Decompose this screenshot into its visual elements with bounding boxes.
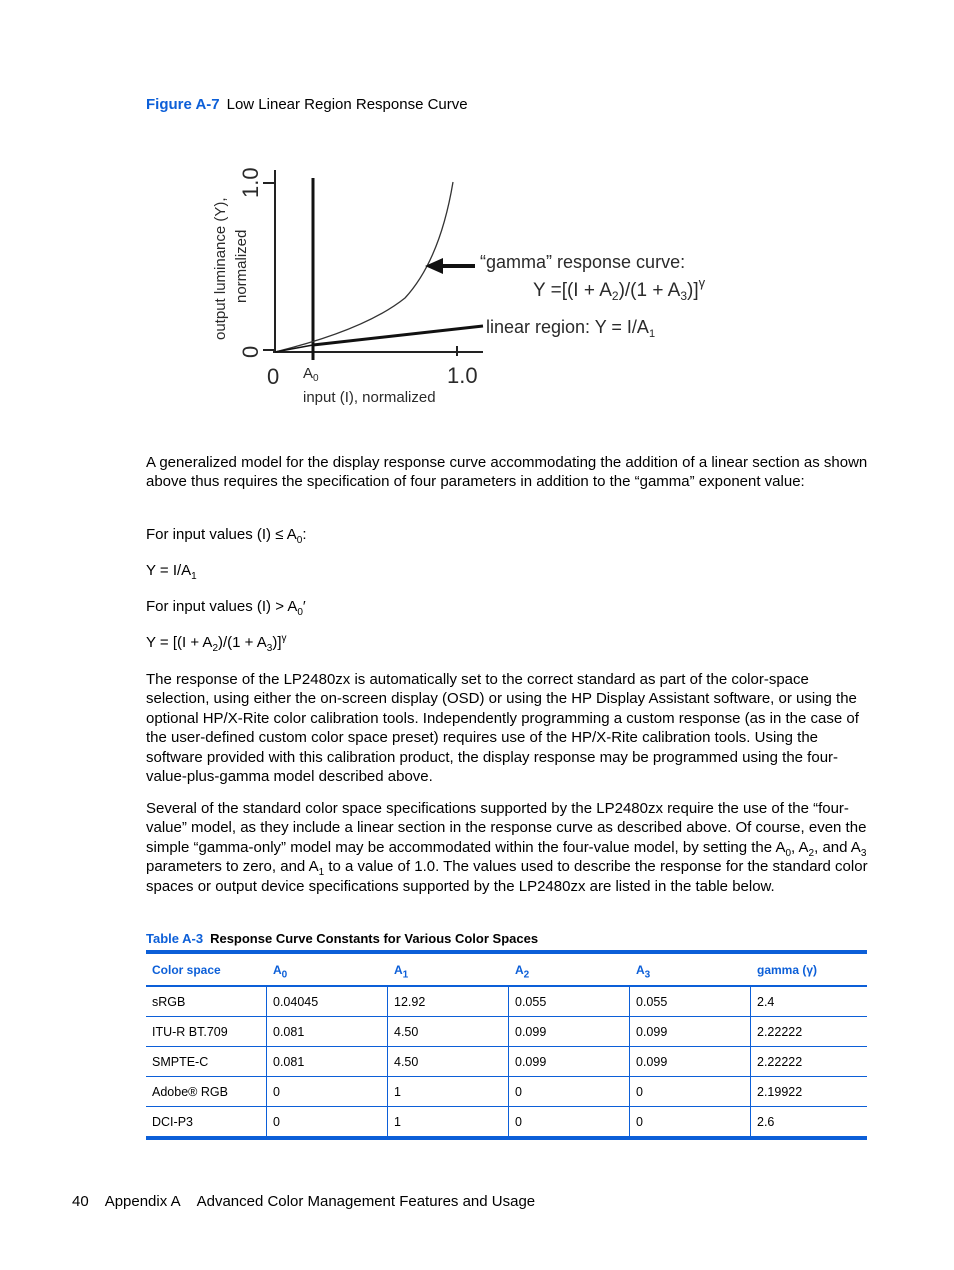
cell-a3: 0.099 — [630, 1017, 751, 1047]
y-axis-label-line2: normalized — [233, 229, 250, 303]
cell-a1: 1 — [388, 1077, 509, 1107]
cell-a2: 0.099 — [509, 1017, 630, 1047]
cell-color-space: sRGB — [146, 986, 267, 1017]
figure-number: Figure A-7 — [146, 96, 220, 113]
cell-a1: 4.50 — [388, 1017, 509, 1047]
response-curve-figure — [205, 160, 745, 415]
gamma-curve-formula: $Y =[(I + A_2)/(1 + A_3)]^\gamma$ — [533, 275, 706, 303]
page-footer — [72, 1193, 551, 1210]
figure-title: Low Linear Region Response Curve — [226, 96, 468, 113]
header-a2: $A_2$ — [509, 952, 630, 986]
cell-gamma: 2.4 — [751, 986, 868, 1017]
cell-a3: 0.099 — [630, 1047, 751, 1077]
table-row — [146, 986, 867, 1017]
table-title: Response Curve Constants for Various Color Spaces — [210, 931, 539, 946]
cell-gamma: 2.22222 — [751, 1047, 868, 1077]
linear-region-line — [275, 345, 313, 352]
header-a0: $A_0$ — [267, 952, 388, 986]
cell-a0: 0 — [267, 1107, 388, 1139]
cell-a2: 0 — [509, 1107, 630, 1139]
x-tick-min: 0 — [267, 364, 280, 389]
header-gamma: gamma (γ) — [751, 952, 868, 986]
footer-title: Advanced Color Management Features and Usage — [196, 1193, 536, 1210]
equation-condition-low: For input values $(I) \le A_0$: — [146, 526, 307, 546]
cell-a1: 1 — [388, 1107, 509, 1139]
cell-a3: 0 — [630, 1077, 751, 1107]
cell-a3: 0.055 — [630, 986, 751, 1017]
gamma-curve-label: “gamma” response curve: — [480, 252, 686, 272]
x-tick-max: 1.0 — [447, 363, 478, 388]
table-row — [146, 1077, 867, 1107]
cell-a0: 0 — [267, 1077, 388, 1107]
table-header-row — [146, 952, 867, 986]
cell-a1: 4.50 — [388, 1047, 509, 1077]
paragraph-four-value-model: Several of the standard color space specifications supported by the LP2480zx require the use of the “four-value” model, as they include a linear section in the response curve as described above. Of course, even the simple “gamma-only” model may be accommodated within the four-value model, by setting the $A_0$, $A_2$, and $A_3$ parameters to zero, and $A_1$ to a value of 1.0. The values used to describe the response for the standard color spaces or output device specifications supported by the LP2480zx are listed in the table below. — [146, 800, 868, 895]
equation-gamma: $Y = [(I + A_2)/(1 + A_3)]^\gamma$ — [146, 633, 287, 654]
cell-a2: 0.099 — [509, 1047, 630, 1077]
gamma-curve — [275, 182, 453, 352]
y-tick-max: 1.0 — [238, 167, 263, 198]
page-number: 40 — [72, 1193, 89, 1210]
cell-a0: 0.081 — [267, 1047, 388, 1077]
y-tick-min: 0 — [238, 345, 263, 358]
table-row — [146, 1047, 867, 1077]
equation-condition-high: For input values $(I) > A_0'$ — [146, 598, 306, 618]
linear-region-extension — [313, 326, 483, 345]
paragraph-generalized-model: A generalized model for the display response curve accommodating the addition of a linear section as shown above thus requires the specification of four parameters in addition to the “gamma” exponent value: — [146, 454, 868, 491]
figure-caption — [146, 96, 468, 113]
cell-color-space: ITU-R BT.709 — [146, 1017, 267, 1047]
cell-color-space: Adobe® RGB — [146, 1077, 267, 1107]
cell-a0: 0.04045 — [267, 986, 388, 1017]
table-row — [146, 1107, 867, 1139]
footer-section: Appendix A — [104, 1193, 181, 1210]
cell-a0: 0.081 — [267, 1017, 388, 1047]
cell-gamma: 2.6 — [751, 1107, 868, 1139]
x-axis-label: input (I), normalized — [303, 389, 436, 406]
cell-a2: 0 — [509, 1077, 630, 1107]
table-caption — [146, 931, 538, 946]
table-number: Table A-3 — [146, 931, 204, 946]
cell-gamma: 2.19922 — [751, 1077, 868, 1107]
cell-a2: 0.055 — [509, 986, 630, 1017]
linear-region-label: linear region: $Y = I/A_1$ — [486, 317, 656, 340]
x-tick-a0: $A_0$ — [303, 365, 319, 384]
cell-a1: 12.92 — [388, 986, 509, 1017]
gamma-arrow-head — [425, 258, 443, 274]
cell-a3: 0 — [630, 1107, 751, 1139]
table-row — [146, 1017, 867, 1047]
equation-linear: $Y = I/A_1$ — [146, 562, 197, 582]
header-color-space: Color space — [152, 962, 221, 977]
header-a3: $A_3$ — [630, 952, 751, 986]
paragraph-lp2480zx-response: The response of the LP2480zx is automatically set to the correct standard as part of the color-space selection, using either the on-screen display (OSD) or using the HP Display Assistant software, or using the optional HP/X-Rite color calibration tools. Independently programming a custom response (as in the case of the user-defined custom color space preset) requires use of the HP/X-Rite calibration tools. Using the software provided with this calibration product, the display response may be programmed using the four-value-plus-gamma model described above. — [146, 671, 859, 786]
cell-gamma: 2.22222 — [751, 1017, 868, 1047]
header-a1: $A_1$ — [388, 952, 509, 986]
response-curve-constants-table — [146, 950, 867, 1140]
cell-color-space: DCI-P3 — [146, 1107, 267, 1139]
cell-color-space: SMPTE-C — [146, 1047, 267, 1077]
y-axis-label-line1: output luminance (Y), — [212, 197, 229, 340]
